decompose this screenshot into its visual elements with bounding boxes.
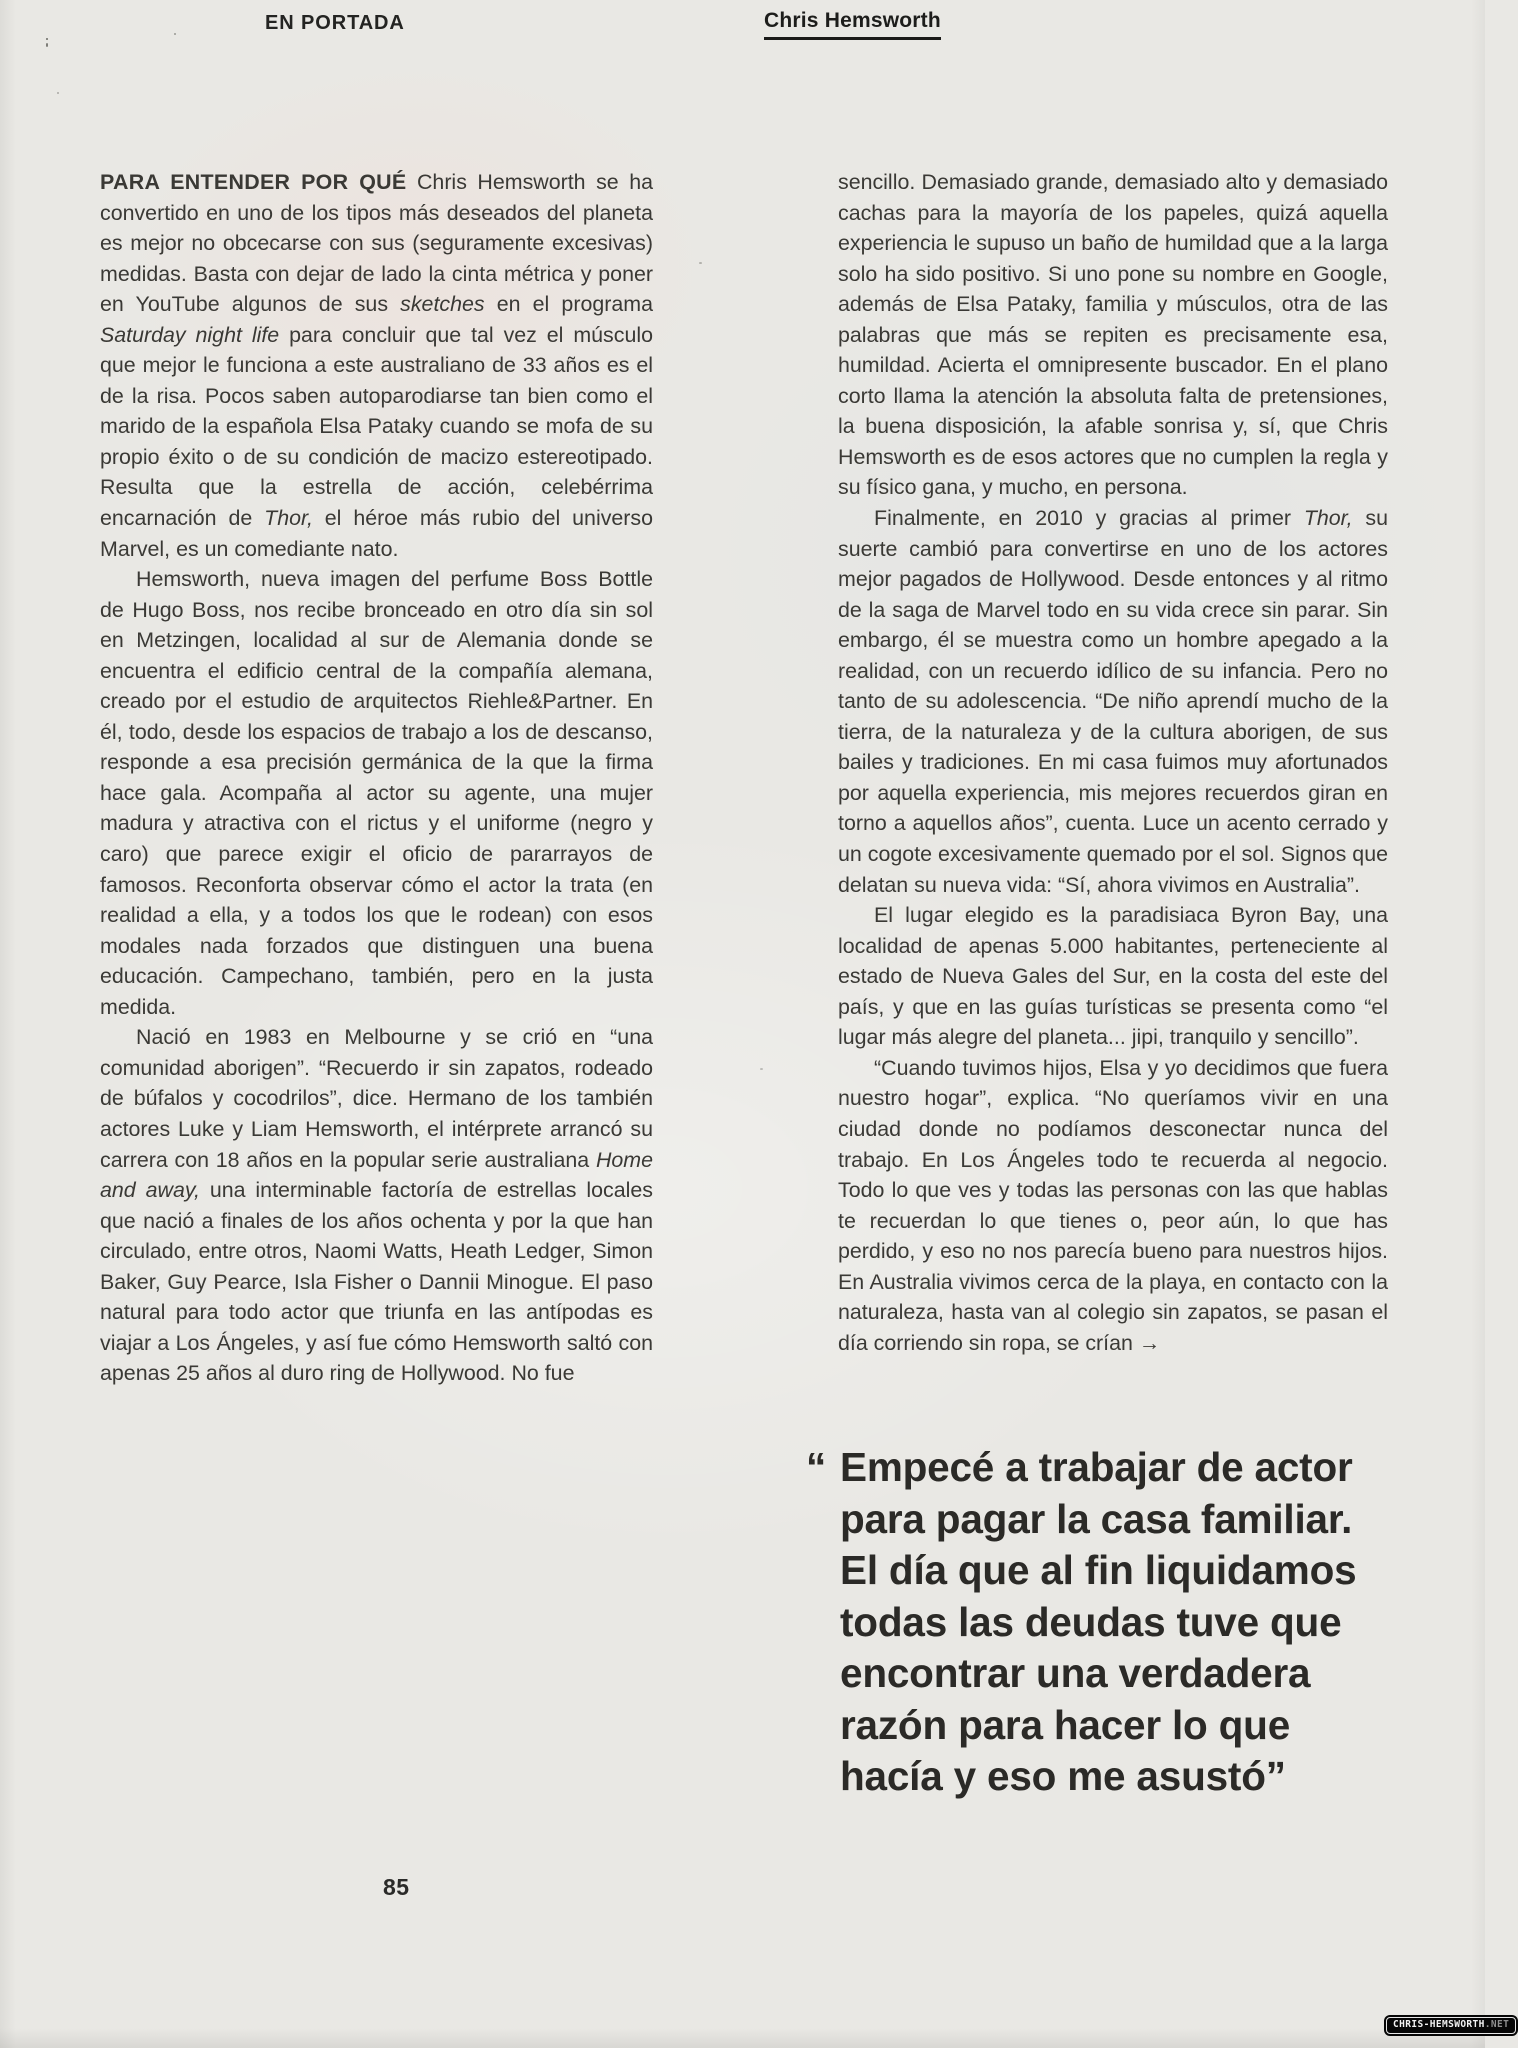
text-segment: Home and away, bbox=[100, 1147, 653, 1203]
scan-speck bbox=[46, 43, 48, 47]
text-segment: “Cuando tuvimos hijos, Elsa y yo decidimos que fuera nuestro hogar”, explica. “No queríamos vivir en una ciudad donde no podíamos desconectar nunca del trabajo. En Los Ángeles todo te recuerda al negocio. Todo lo que ves y todas las personas con las que hablas te recuerdan lo que tienes o, peor aún, lo que has perdido, y eso no nos parecía bueno para nuestros hijos. En Australia vivimos cerca de la playa, en contacto con la naturaleza, hasta van al colegio sin zapatos, se pasan el día corriendo sin ropa, se crían bbox=[838, 1055, 1388, 1355]
watermark-tld: .NET bbox=[1484, 2019, 1510, 2030]
pull-quote-line: encontrar una verdadera bbox=[840, 1650, 1311, 1696]
text-segment: Hemsworth, nueva imagen del perfume Boss Bottle de Hugo Boss, nos recibe bronceado en otro día sin sol en Metzingen, localidad al sur de Alemania donde se encuentra el edificio central de la compañía alemana, creado por el estudio de arquitectos Riehle&Partner. En él, todo, desde los espacios de trabajo a los de descanso, responde a esa precisión germánica de la que la firma hace gala. Acompaña al actor su agente, una mujer madura y atractiva con el rictus y el uniforme (negro y caro) que parece exigir el oficio de pararrayos de famosos. Reconforta observar cómo el actor la trata (en realidad a ella, y a todos los que le rodean) con esos modales nada forzados que distinguen una buena educación. Campechano, también, pero en la justa medida. bbox=[100, 567, 653, 1019]
paragraph bbox=[838, 1053, 1388, 1358]
text-segment: → bbox=[1138, 1330, 1161, 1355]
text-segment: sencillo. Demasiado grande, demasiado alto y demasiado cachas para la mayoría de los papeles, quizá aquella experiencia le supuso un baño de humildad que a la larga solo ha sido positivo. Si uno pone su nombre en Google, además de Elsa Pataky, familia y músculos, otra de las palabras que más se repiten es precisamente esa, humildad. Acierta el omnipresente buscador. En el plano corto llama la atención la absoluta falta de pretensiones, la buena disposición, la afable sonrisa y, sí, que Chris Hemsworth es de esos actores que no cumplen la regla y su físico gana, y mucho, en persona. bbox=[838, 170, 1388, 500]
paragraph bbox=[838, 503, 1388, 900]
open-quote-mark: “ bbox=[806, 1444, 827, 1490]
page-number: 85 bbox=[383, 1874, 410, 1900]
paragraph bbox=[100, 1022, 653, 1389]
text-segment: el héroe más rubio del universo Marvel, es un comediante nato. bbox=[100, 506, 653, 561]
pull-quote-line: razón para hacer lo que bbox=[840, 1701, 1291, 1748]
scan-speck bbox=[46, 38, 48, 40]
text-segment: Nació en 1983 en Melbourne y se crió en “una comunidad aborigen”. “Recuerdo ir sin zapatos, rodeado de búfalos y cocodrilos”, dice. Hermano de los también actores Luke y Liam Hemsworth, el intérprete arrancó su carrera con 18 años en la popular serie australiana bbox=[100, 1025, 653, 1172]
text-segment: Thor, bbox=[264, 506, 313, 531]
article-column-right bbox=[838, 167, 1388, 1358]
scan-speck bbox=[760, 1068, 763, 1070]
pull-quote-line: todas las deudas tuve que bbox=[840, 1598, 1342, 1645]
text-segment: PARA ENTENDER POR QUÉ bbox=[100, 170, 407, 194]
paragraph bbox=[100, 167, 653, 564]
article-column-left bbox=[100, 167, 653, 1389]
pull-quote-text: Empecé a trabajar de actor bbox=[840, 1444, 1353, 1490]
watermark-label bbox=[1386, 2017, 1516, 2034]
pull-quote-line: para pagar la casa familiar. bbox=[840, 1495, 1353, 1542]
pull-quote-line: hacía y eso me asustó” bbox=[840, 1753, 1286, 1799]
watermark-badge bbox=[1384, 2015, 1518, 2036]
scan-speck bbox=[699, 262, 702, 264]
scan-speck bbox=[57, 92, 59, 94]
text-segment: sketches bbox=[400, 292, 485, 317]
text-segment: El lugar elegido es la paradisiaca Byron Bay, una localidad de apenas 5.000 habitantes, perteneciente al estado de Nueva Gales del Sur, en la costa del este del país, y que en las guías turísticas se presenta como “el lugar más alegre del planeta... jipi, tranquilo y sencillo”. bbox=[838, 903, 1388, 1050]
text-segment: Finalmente, en 2010 y gracias al primer bbox=[874, 506, 1304, 531]
paragraph bbox=[838, 900, 1388, 1053]
scan-speck bbox=[174, 33, 176, 35]
text-segment: Chris Hemsworth se ha convertido en uno de los tipos más deseados del planeta es mejor no obcecarse con sus (seguramente excesivas) medidas. Basta con dejar de lado la cinta métrica y poner en YouTube algunos de sus bbox=[100, 170, 653, 317]
paragraph bbox=[838, 167, 1388, 503]
text-segment: Saturday night life bbox=[100, 322, 280, 347]
pull-quote-line bbox=[806, 1442, 1415, 1494]
pull-quote-line: El día que al fin liquidamos bbox=[840, 1547, 1357, 1593]
watermark-site: CHRIS-HEMSWORTH bbox=[1393, 2019, 1485, 2030]
text-segment: una interminable factoría de estrellas locales que nació a finales de los años ochenta y por la que han circulado, entre otros, Naomi Watts, Heath Ledger, Simon Baker, Guy Pearce, Isla Fisher o Dannii Minogue. El paso natural para todo actor que triunfa en las antípodas es viajar a Los Ángeles, y así fue cómo Hemsworth saltó con apenas 25 años al duro ring de Hollywood. No fue bbox=[100, 1178, 653, 1386]
text-segment: Thor, bbox=[1303, 506, 1353, 531]
text-segment: en el programa bbox=[484, 292, 653, 317]
section-kicker: EN PORTADA bbox=[265, 12, 405, 34]
paragraph bbox=[100, 564, 653, 1022]
pull-quote bbox=[806, 1442, 1415, 1803]
text-segment: para concluir que tal vez el músculo que mejor le funciona a este australiano de 33 años es el de la risa. Pocos saben autoparodiarse tan bien como el marido de la española Elsa Pataky cuando se mofa de su propio éxito o de su condición de macizo estereotipado. Resulta que la estrella de acción, celebérrima encarnación de bbox=[100, 322, 653, 531]
page-header-title: Chris Hemsworth bbox=[764, 9, 941, 40]
text-segment: su suerte cambió para convertirse en uno de los actores mejor pagados de Hollywood. Desde entonces y al ritmo de la saga de Marvel todo en su vida crece sin parar. Sin embargo, él se muestra como un hombre apegado a la realidad, con un recuerdo idílico de su infancia. Pero no tanto de su adolescencia. “De niño aprendí mucho de la tierra, de la naturaleza y de la cultura aborigen, de sus bailes y tradiciones. En mi casa fuimos muy afortunados por aquella experiencia, mis mejores recuerdos giran en torno a aquellos años”, cuenta. Luce un acento cerrado y un cogote excesivamente quemado por el sol. Signos que delatan su nueva vida: “Sí, ahora vivimos en Australia”. bbox=[838, 506, 1388, 897]
